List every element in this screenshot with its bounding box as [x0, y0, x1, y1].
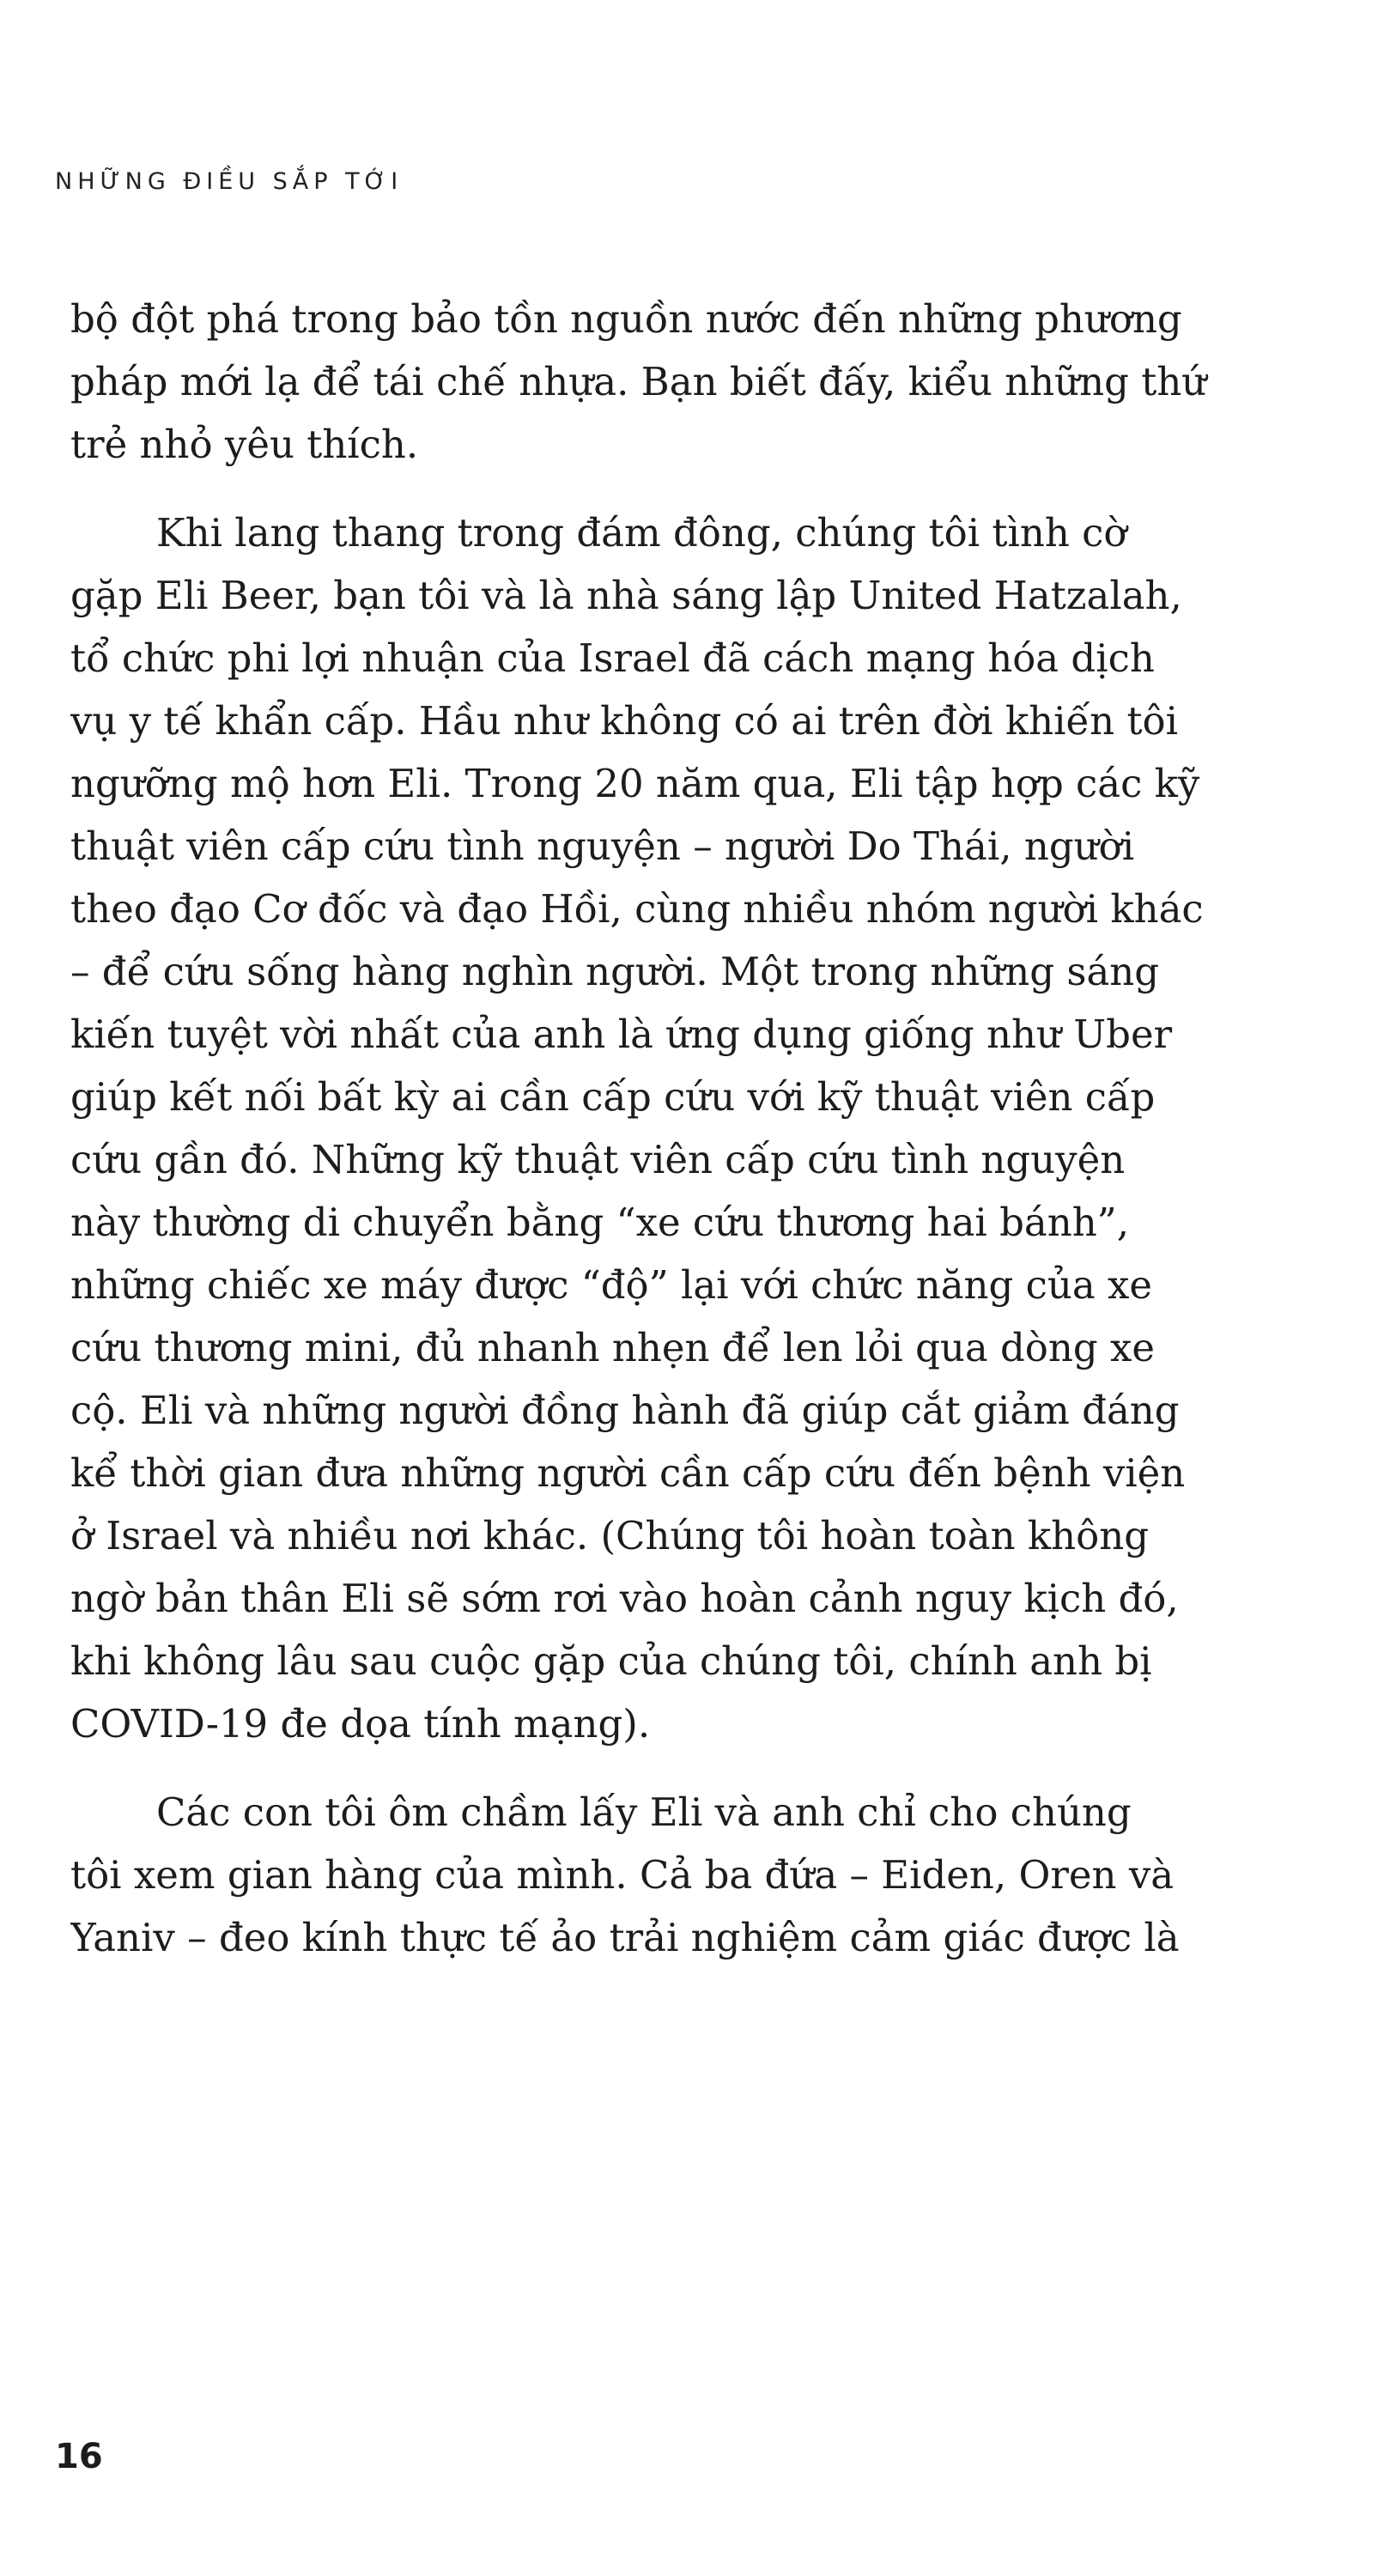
text-line: ngờ bản thân Eli sẽ sớm rơi vào hoàn cảnh nguy kịch đó,: [70, 1576, 1179, 1621]
text-line: – để cứu sống hàng nghìn người. Một trong những sáng: [70, 949, 1160, 994]
text-line: pháp mới lạ để tái chế nhựa. Bạn biết đấy, kiểu những thứ: [70, 359, 1207, 404]
text-line: này thường di chuyển bằng “xe cứu thương hai bánh”,: [70, 1200, 1129, 1245]
text-line: khi không lâu sau cuộc gặp của chúng tôi, chính anh bị: [70, 1638, 1152, 1684]
text-line: ở Israel và nhiều nơi khác. (Chúng tôi hoàn toàn không: [70, 1513, 1150, 1558]
text-line: thuật viên cấp cứu tình nguyện – người Do Thái, người: [70, 823, 1135, 869]
text-line: Yaniv – đeo kính thực tế ảo trải nghiệm cảm giác được là: [70, 1915, 1180, 1960]
text-line: cộ. Eli và những người đồng hành đã giúp cắt giảm đáng: [70, 1388, 1180, 1433]
text-line: những chiếc xe máy được “độ” lại với chức năng của xe: [70, 1262, 1152, 1308]
text-line: bộ đột phá trong bảo tồn nguồn nước đến những phương: [70, 296, 1182, 342]
text-line: COVID-19 đe dọa tính mạng).: [70, 1701, 651, 1747]
text-line: cứu gần đó. Những kỹ thuật viên cấp cứu tình nguyện: [70, 1137, 1126, 1182]
running-header: NHỮNG ĐIỀU SẮP TỚI: [55, 168, 404, 195]
text-line: kể thời gian đưa những người cần cấp cứu đến bệnh viện: [70, 1450, 1186, 1496]
text-line: giúp kết nối bất kỳ ai cần cấp cứu với kỹ thuật viên cấp: [70, 1074, 1156, 1120]
page-number: 16: [55, 2437, 103, 2476]
paragraph-2: [70, 501, 1358, 1755]
text-line: theo đạo Cơ đốc và đạo Hồi, cùng nhiều nhóm người khác: [70, 886, 1204, 932]
text-line: vụ y tế khẩn cấp. Hầu như không có ai trên đời khiến tôi: [70, 698, 1179, 744]
text-line: cứu thương mini, đủ nhanh nhẹn để len lỏi qua dòng xe: [70, 1325, 1155, 1370]
paragraph-3: [70, 1781, 1358, 1969]
body-text: [70, 288, 1358, 1969]
text-line: Khi lang thang trong đám đông, chúng tôi tình cờ: [156, 510, 1127, 556]
text-line: trẻ nhỏ yêu thích.: [70, 422, 419, 467]
text-line: ngưỡng mộ hơn Eli. Trong 20 năm qua, Eli tập hợp các kỹ: [70, 761, 1200, 806]
text-line: tổ chức phi lợi nhuận của Israel đã cách mạng hóa dịch: [70, 635, 1155, 681]
text-line: tôi xem gian hàng của mình. Cả ba đứa – Eiden, Oren và: [70, 1852, 1175, 1898]
text-line: gặp Eli Beer, bạn tôi và là nhà sáng lập United Hatzalah,: [70, 573, 1182, 618]
text-line: Các con tôi ôm chầm lấy Eli và anh chỉ cho chúng: [156, 1789, 1132, 1835]
paragraph-1: [70, 288, 1358, 476]
text-line: kiến tuyệt vời nhất của anh là ứng dụng giống như Uber: [70, 1012, 1173, 1057]
